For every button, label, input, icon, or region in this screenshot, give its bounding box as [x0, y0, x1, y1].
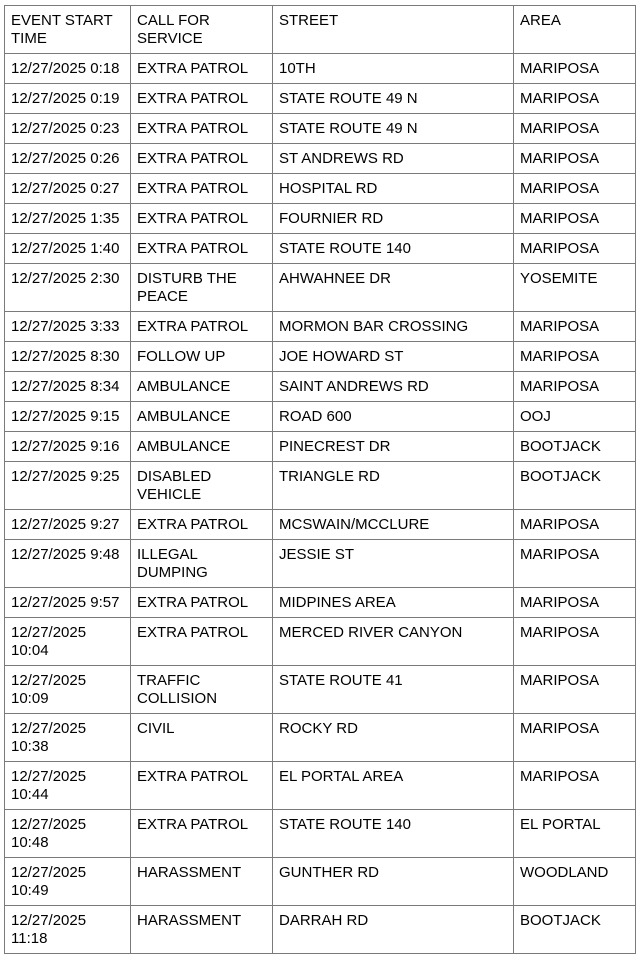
cell-street: TRIANGLE RD	[273, 462, 514, 510]
cell-street: ROCKY RD	[273, 714, 514, 762]
cell-street: STATE ROUTE 140	[273, 234, 514, 264]
cell-call-for-service: CIVIL	[131, 714, 273, 762]
table-row	[5, 372, 636, 402]
header-event-start-time: EVENT START TIME	[5, 6, 131, 54]
table-row	[5, 312, 636, 342]
cell-street: HOSPITAL RD	[273, 174, 514, 204]
cell-area: MARIPOSA	[514, 234, 636, 264]
cell-event-start-time: 12/27/2025 10:04	[5, 618, 131, 666]
cell-event-start-time: 12/27/2025 0:26	[5, 144, 131, 174]
cell-event-start-time: 12/27/2025 9:25	[5, 462, 131, 510]
cell-call-for-service: EXTRA PATROL	[131, 312, 273, 342]
cell-area: MARIPOSA	[514, 372, 636, 402]
cell-call-for-service: EXTRA PATROL	[131, 174, 273, 204]
table-row	[5, 264, 636, 312]
table-row	[5, 54, 636, 84]
table-row	[5, 714, 636, 762]
cell-event-start-time: 12/27/2025 9:15	[5, 402, 131, 432]
cell-street: 10TH	[273, 54, 514, 84]
cell-area: BOOTJACK	[514, 906, 636, 954]
call-log-table	[4, 5, 636, 954]
cell-street: STATE ROUTE 41	[273, 666, 514, 714]
cell-call-for-service: EXTRA PATROL	[131, 54, 273, 84]
cell-street: ST ANDREWS RD	[273, 144, 514, 174]
cell-event-start-time: 12/27/2025 10:49	[5, 858, 131, 906]
cell-call-for-service: DISTURB THE PEACE	[131, 264, 273, 312]
table-row	[5, 174, 636, 204]
cell-area: MARIPOSA	[514, 342, 636, 372]
cell-event-start-time: 12/27/2025 11:18	[5, 906, 131, 954]
header-street: STREET	[273, 6, 514, 54]
cell-street: MCSWAIN/MCCLURE	[273, 510, 514, 540]
cell-area: BOOTJACK	[514, 462, 636, 510]
table-row	[5, 666, 636, 714]
cell-call-for-service: FOLLOW UP	[131, 342, 273, 372]
cell-event-start-time: 12/27/2025 2:30	[5, 264, 131, 312]
table-row	[5, 204, 636, 234]
cell-event-start-time: 12/27/2025 1:40	[5, 234, 131, 264]
cell-event-start-time: 12/27/2025 9:48	[5, 540, 131, 588]
cell-area: MARIPOSA	[514, 618, 636, 666]
cell-area: WOODLAND	[514, 858, 636, 906]
cell-call-for-service: EXTRA PATROL	[131, 144, 273, 174]
cell-call-for-service: TRAFFIC COLLISION	[131, 666, 273, 714]
cell-call-for-service: AMBULANCE	[131, 402, 273, 432]
table-row	[5, 342, 636, 372]
table-row	[5, 762, 636, 810]
cell-event-start-time: 12/27/2025 10:09	[5, 666, 131, 714]
cell-call-for-service: EXTRA PATROL	[131, 234, 273, 264]
table-row	[5, 84, 636, 114]
table-row	[5, 810, 636, 858]
cell-area: MARIPOSA	[514, 54, 636, 84]
cell-area: MARIPOSA	[514, 762, 636, 810]
cell-area: YOSEMITE	[514, 264, 636, 312]
cell-call-for-service: EXTRA PATROL	[131, 84, 273, 114]
cell-call-for-service: AMBULANCE	[131, 432, 273, 462]
cell-street: ROAD 600	[273, 402, 514, 432]
cell-event-start-time: 12/27/2025 0:19	[5, 84, 131, 114]
table-row	[5, 858, 636, 906]
cell-event-start-time: 12/27/2025 9:57	[5, 588, 131, 618]
cell-street: MERCED RIVER CANYON	[273, 618, 514, 666]
cell-event-start-time: 12/27/2025 9:16	[5, 432, 131, 462]
cell-event-start-time: 12/27/2025 0:27	[5, 174, 131, 204]
cell-area: BOOTJACK	[514, 432, 636, 462]
table-row	[5, 588, 636, 618]
cell-area: EL PORTAL	[514, 810, 636, 858]
table-row	[5, 144, 636, 174]
table-row	[5, 462, 636, 510]
cell-area: MARIPOSA	[514, 114, 636, 144]
cell-area: MARIPOSA	[514, 510, 636, 540]
cell-street: AHWAHNEE DR	[273, 264, 514, 312]
cell-area: MARIPOSA	[514, 144, 636, 174]
header-call-for-service: CALL FOR SERVICE	[131, 6, 273, 54]
cell-event-start-time: 12/27/2025 8:34	[5, 372, 131, 402]
table-row	[5, 540, 636, 588]
header-area: AREA	[514, 6, 636, 54]
table-row	[5, 402, 636, 432]
cell-area: OOJ	[514, 402, 636, 432]
cell-call-for-service: ILLEGAL DUMPING	[131, 540, 273, 588]
cell-street: MORMON BAR CROSSING	[273, 312, 514, 342]
cell-street: EL PORTAL AREA	[273, 762, 514, 810]
cell-street: DARRAH RD	[273, 906, 514, 954]
cell-street: SAINT ANDREWS RD	[273, 372, 514, 402]
cell-call-for-service: HARASSMENT	[131, 906, 273, 954]
cell-street: FOURNIER RD	[273, 204, 514, 234]
cell-area: MARIPOSA	[514, 666, 636, 714]
cell-call-for-service: AMBULANCE	[131, 372, 273, 402]
cell-call-for-service: EXTRA PATROL	[131, 204, 273, 234]
cell-call-for-service: EXTRA PATROL	[131, 510, 273, 540]
table-row	[5, 432, 636, 462]
table-row	[5, 510, 636, 540]
cell-street: STATE ROUTE 140	[273, 810, 514, 858]
cell-street: GUNTHER RD	[273, 858, 514, 906]
cell-call-for-service: EXTRA PATROL	[131, 618, 273, 666]
cell-street: STATE ROUTE 49 N	[273, 84, 514, 114]
cell-event-start-time: 12/27/2025 9:27	[5, 510, 131, 540]
cell-call-for-service: DISABLED VEHICLE	[131, 462, 273, 510]
cell-call-for-service: EXTRA PATROL	[131, 762, 273, 810]
cell-call-for-service: EXTRA PATROL	[131, 114, 273, 144]
cell-street: STATE ROUTE 49 N	[273, 114, 514, 144]
table-row	[5, 114, 636, 144]
table-row	[5, 906, 636, 954]
cell-event-start-time: 12/27/2025 10:48	[5, 810, 131, 858]
cell-event-start-time: 12/27/2025 0:18	[5, 54, 131, 84]
table-row	[5, 618, 636, 666]
call-log-document	[4, 5, 636, 954]
cell-street: MIDPINES AREA	[273, 588, 514, 618]
cell-event-start-time: 12/27/2025 3:33	[5, 312, 131, 342]
cell-area: MARIPOSA	[514, 174, 636, 204]
cell-area: MARIPOSA	[514, 84, 636, 114]
cell-call-for-service: EXTRA PATROL	[131, 588, 273, 618]
cell-street: JOE HOWARD ST	[273, 342, 514, 372]
cell-area: MARIPOSA	[514, 540, 636, 588]
cell-event-start-time: 12/27/2025 0:23	[5, 114, 131, 144]
cell-area: MARIPOSA	[514, 312, 636, 342]
cell-event-start-time: 12/27/2025 10:38	[5, 714, 131, 762]
cell-call-for-service: EXTRA PATROL	[131, 810, 273, 858]
cell-event-start-time: 12/27/2025 1:35	[5, 204, 131, 234]
cell-event-start-time: 12/27/2025 8:30	[5, 342, 131, 372]
cell-area: MARIPOSA	[514, 588, 636, 618]
cell-street: JESSIE ST	[273, 540, 514, 588]
header-row	[5, 6, 636, 54]
cell-street: PINECREST DR	[273, 432, 514, 462]
table-row	[5, 234, 636, 264]
cell-area: MARIPOSA	[514, 714, 636, 762]
cell-call-for-service: HARASSMENT	[131, 858, 273, 906]
cell-area: MARIPOSA	[514, 204, 636, 234]
call-log-body	[5, 54, 636, 954]
cell-event-start-time: 12/27/2025 10:44	[5, 762, 131, 810]
